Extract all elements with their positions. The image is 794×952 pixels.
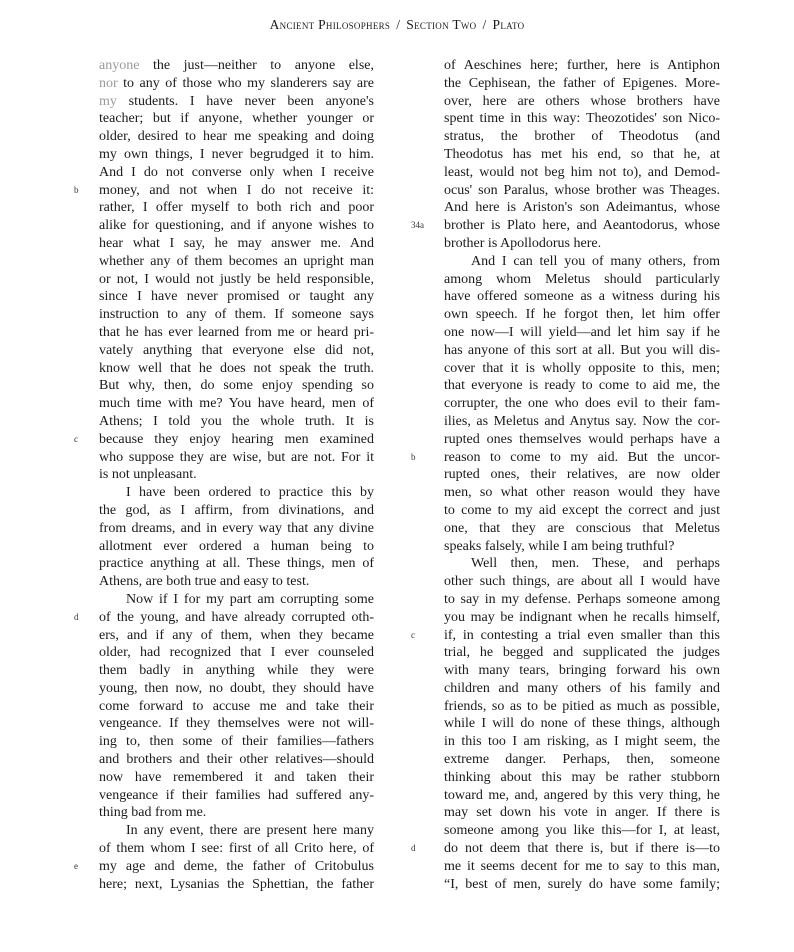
line-text: among whom Meletus should particularly — [444, 271, 720, 287]
text-line — [444, 484, 720, 502]
text-line — [99, 787, 374, 805]
text-line — [444, 253, 720, 271]
text-line — [99, 822, 374, 840]
text-line — [444, 271, 720, 289]
line-text: older, had recognized that I ever counseled — [99, 645, 374, 661]
text-line — [99, 395, 374, 413]
line-text: speaks falsely, while I am being truthful? — [444, 538, 675, 554]
line-text: rupted ones themselves would perhaps have a — [444, 431, 720, 447]
text-line — [99, 733, 374, 751]
text-line — [444, 662, 720, 680]
line-text: And I can tell you of many others, from — [471, 253, 720, 269]
line-text: know well that he does not speak the truth. — [99, 360, 374, 376]
line-text: vately anything that everyone else did not, — [99, 342, 374, 358]
line-text: one, that they are conscious that Meletus — [444, 520, 720, 536]
text-line — [99, 342, 374, 360]
text-line — [99, 662, 374, 680]
line-text: anyone the just—neither to anyone else, — [99, 58, 374, 73]
text-line — [74, 609, 374, 627]
line-text: my own things, I never begrudged it to him. — [99, 146, 374, 162]
text-line — [444, 751, 720, 769]
text-line — [99, 591, 374, 609]
text-line — [99, 377, 374, 395]
text-line — [99, 360, 374, 378]
line-text: rupted ones, their relatives, are now older — [444, 467, 720, 483]
text-line — [444, 182, 720, 200]
text-line — [99, 538, 374, 556]
line-text: other such things, are about all I would have — [444, 574, 720, 590]
text-line — [444, 680, 720, 698]
text-line — [444, 466, 720, 484]
line-text: Well then, men. These, and perhaps — [471, 556, 720, 572]
line-text: of Aeschines here; further, here is Antiphon — [444, 58, 720, 73]
text-line — [444, 110, 720, 128]
text-line — [99, 466, 374, 484]
text-line — [99, 164, 374, 182]
header-book-title: Ancient Philosophers — [269, 17, 391, 32]
line-text: ing to, then some of their families—fathers — [99, 734, 374, 750]
text-line — [99, 715, 374, 733]
text-line — [99, 502, 374, 520]
line-text: teacher; but if anyone, whether younger or — [99, 111, 374, 127]
line-text: come forward to accuse me and take their — [99, 698, 374, 714]
stephanus-marker: b — [74, 184, 79, 195]
line-text: the god, as I affirm, from divinations, and — [99, 502, 374, 518]
stephanus-marker: c — [74, 433, 78, 444]
line-text: In any event, there are present here many — [126, 823, 374, 839]
text-line — [444, 360, 720, 378]
line-text: trial, he begged and supplicated the judges — [444, 645, 720, 661]
line-text: them badly in anything while they were — [99, 663, 374, 679]
text-line — [99, 573, 374, 591]
line-text: with many tears, bringing forward his own — [444, 663, 720, 679]
line-text: nor to any of those who my slanderers say are — [99, 75, 374, 91]
line-text: cover that it is wholly opposite to this, men; — [444, 360, 720, 376]
line-text: friends, so as to be pitied as much as possible, — [444, 698, 720, 714]
text-line — [444, 342, 720, 360]
text-line — [99, 93, 374, 111]
text-line — [99, 627, 374, 645]
line-text: while I will do none of these things, although — [444, 716, 720, 732]
text-line — [444, 876, 720, 894]
line-text: money, and not when I do not receive it: — [99, 182, 374, 198]
line-text: rather, I offer myself to both rich and poor — [99, 200, 374, 216]
line-text: and brothers and their other relatives—should — [99, 752, 374, 768]
text-line — [444, 413, 720, 431]
line-text: have offered someone as a witness during his — [444, 289, 720, 305]
text-line — [99, 324, 374, 342]
line-text: to say in my defense. Perhaps someone among — [444, 591, 720, 607]
text-line — [444, 538, 720, 556]
right-text-column — [411, 57, 720, 893]
line-text: children and many others of his family and — [444, 680, 720, 696]
line-text: has anyone of this sort at all. But you will dis- — [444, 342, 720, 358]
text-line — [444, 858, 720, 876]
text-line — [444, 698, 720, 716]
line-text: that everyone is ready to come to aid me, the — [444, 378, 720, 394]
line-text: But why, then, do some enjoy spending so — [99, 378, 374, 394]
text-line — [444, 644, 720, 662]
line-text: who suppose they are wise, but are not. For it — [99, 449, 374, 465]
stephanus-marker: c — [411, 629, 415, 640]
text-line — [411, 217, 720, 235]
text-line — [444, 555, 720, 573]
line-text: Athens; I told you the whole truth. It is — [99, 413, 374, 429]
text-line — [99, 110, 374, 128]
stephanus-marker: b — [411, 451, 416, 462]
line-text: allotment ever ordered a human being to — [99, 538, 374, 554]
line-text: spent time in this way: Theozotides' son Nico- — [444, 111, 720, 127]
header-separator: / — [396, 17, 401, 32]
line-text: Now if I for my part am corrupting some — [126, 591, 374, 607]
text-line — [444, 93, 720, 111]
line-text: thinking about this may be rather stubborn — [444, 769, 720, 785]
text-line — [99, 146, 374, 164]
line-text: me it seems decent for me to say to this man, — [444, 858, 720, 874]
line-text: whether any of them becomes an upright man — [99, 253, 374, 269]
text-line — [444, 733, 720, 751]
text-line — [444, 609, 720, 627]
running-header — [0, 17, 794, 33]
line-text: or not, I would not justly be held responsible, — [99, 271, 374, 287]
line-text: “I, best of men, surely do have some family; — [444, 876, 720, 892]
line-text: I have been ordered to practice this by — [126, 485, 374, 501]
line-text: you may be indignant when he recalls himself, — [444, 609, 720, 625]
line-text: practice anything at all. These things, men of — [99, 556, 374, 572]
line-text: is not unpleasant. — [99, 467, 197, 483]
line-text: vengeance if their families had suffered any- — [99, 787, 374, 803]
line-text: the Cephisean, the father of Epigenes. More- — [444, 75, 720, 91]
line-text: if, in contesting a trial even smaller than this — [444, 627, 720, 643]
line-text: thing bad from me. — [99, 805, 207, 821]
text-line — [99, 840, 374, 858]
text-line — [99, 128, 374, 146]
text-line — [99, 288, 374, 306]
text-line — [99, 876, 374, 894]
line-text: own speech. If he forgot then, let him offer — [444, 307, 720, 323]
line-text: stratus, the brother of Theodotus (and — [444, 129, 720, 145]
text-line — [99, 217, 374, 235]
line-text: brother is Apollodorus here. — [444, 235, 602, 251]
line-text: may set down his vote in anger. If there is — [444, 805, 720, 821]
text-line — [99, 253, 374, 271]
header-author: Plato — [492, 17, 525, 32]
text-line — [444, 235, 720, 253]
line-text: brother is Plato here, and Aeantodorus, whose — [444, 218, 720, 234]
stephanus-marker: d — [411, 843, 416, 854]
line-text: from dreams, and in every way that any divine — [99, 520, 374, 536]
line-text: Theodotus has met his end, so that he, at — [444, 146, 720, 162]
text-line — [99, 698, 374, 716]
line-text: ers, and if any of them, when they became — [99, 627, 374, 643]
text-line — [444, 128, 720, 146]
line-text: since I have never promised or taught any — [99, 289, 374, 305]
line-text: And here is Ariston's son Adeimantus, whose — [444, 200, 720, 216]
text-line — [444, 573, 720, 591]
text-line — [444, 199, 720, 217]
text-line — [74, 858, 374, 876]
text-line — [99, 680, 374, 698]
line-text: someone among you like this—for I, at least, — [444, 823, 720, 839]
line-text: to come to my aid except the correct and just — [444, 502, 720, 518]
text-line — [411, 627, 720, 645]
line-text: reason to come to my aid. But the uncor- — [444, 449, 720, 465]
line-text: my age and deme, the father of Critobulus — [99, 858, 374, 874]
line-text: do not deem that there is, but if there is—to — [444, 841, 720, 857]
line-text: vengeance. If they themselves were not will- — [99, 716, 374, 732]
line-text: in this too I am risking, as I might seem, the — [444, 734, 720, 750]
text-line — [74, 182, 374, 200]
text-line — [444, 715, 720, 733]
text-line — [444, 75, 720, 93]
text-line — [444, 769, 720, 787]
text-line — [99, 235, 374, 253]
text-line — [444, 520, 720, 538]
text-line — [74, 431, 374, 449]
line-text: much time with me? You have heard, men of — [99, 396, 374, 412]
stephanus-marker: 34a — [411, 220, 424, 231]
text-line — [99, 644, 374, 662]
text-line — [444, 146, 720, 164]
header-section: Section Two — [406, 17, 477, 32]
line-text: now have remembered it and taken their — [99, 769, 374, 785]
stephanus-marker: e — [74, 860, 78, 871]
line-text: hear what I say, he may answer me. And — [99, 235, 374, 251]
text-line — [411, 449, 720, 467]
line-text: least, would not beg him not to), and Demod- — [444, 164, 720, 180]
line-text: alike for questioning, and if anyone wishes to — [99, 218, 374, 234]
line-text: over, here are others whose brothers have — [444, 93, 720, 109]
text-line — [444, 288, 720, 306]
text-line — [99, 271, 374, 289]
text-line — [444, 324, 720, 342]
text-line — [444, 822, 720, 840]
text-line — [411, 840, 720, 858]
text-line — [99, 484, 374, 502]
text-line — [444, 164, 720, 182]
text-line — [444, 306, 720, 324]
text-line — [444, 395, 720, 413]
line-text: young, then now, no doubt, they should have — [99, 680, 374, 696]
text-line — [99, 769, 374, 787]
line-text: that he has ever learned from me or heard pri- — [99, 324, 374, 340]
line-text: Athens, are both true and easy to test. — [99, 574, 310, 590]
text-line — [444, 787, 720, 805]
line-text: toward me, and, angered by this very thing, he — [444, 787, 720, 803]
line-text: corrupter, the one who does evil to their fam- — [444, 396, 720, 412]
line-text: here; next, Lysanias the Sphettian, the father — [99, 876, 374, 892]
line-text: instruction to any of them. If someone says — [99, 307, 374, 323]
text-line — [99, 751, 374, 769]
text-line — [99, 804, 374, 822]
text-line — [99, 449, 374, 467]
text-line — [444, 431, 720, 449]
line-text: And I do not converse only when I receive — [99, 164, 374, 180]
text-line — [99, 555, 374, 573]
text-line — [99, 413, 374, 431]
line-text: of the young, and have already corrupted oth- — [99, 609, 374, 625]
text-line — [99, 199, 374, 217]
line-text: of them whom I see: first of all Crito here, of — [99, 841, 374, 857]
text-line — [99, 57, 374, 75]
line-text: men, so what other reason would they have — [444, 485, 720, 501]
text-line — [444, 57, 720, 75]
text-line — [444, 804, 720, 822]
text-line — [444, 502, 720, 520]
line-text: because they enjoy hearing men examined — [99, 431, 374, 447]
text-line — [444, 377, 720, 395]
text-line — [99, 75, 374, 93]
line-text: ocus' son Paralus, whose brother was Theages. — [444, 182, 720, 198]
line-text: ilies, as Meletus and Anytus say. Now the cor- — [444, 413, 720, 429]
line-text: older, desired to hear me speaking and doing — [99, 129, 374, 145]
stephanus-marker: d — [74, 611, 79, 622]
text-line — [444, 591, 720, 609]
header-separator: / — [482, 17, 487, 32]
text-line — [99, 520, 374, 538]
line-text: extreme danger. Perhaps, then, someone — [444, 752, 720, 768]
line-text: one now—I will yield—and let him say if he — [444, 324, 720, 340]
line-text: my students. I have never been anyone's — [99, 93, 374, 109]
left-text-column — [74, 57, 374, 893]
text-line — [99, 306, 374, 324]
